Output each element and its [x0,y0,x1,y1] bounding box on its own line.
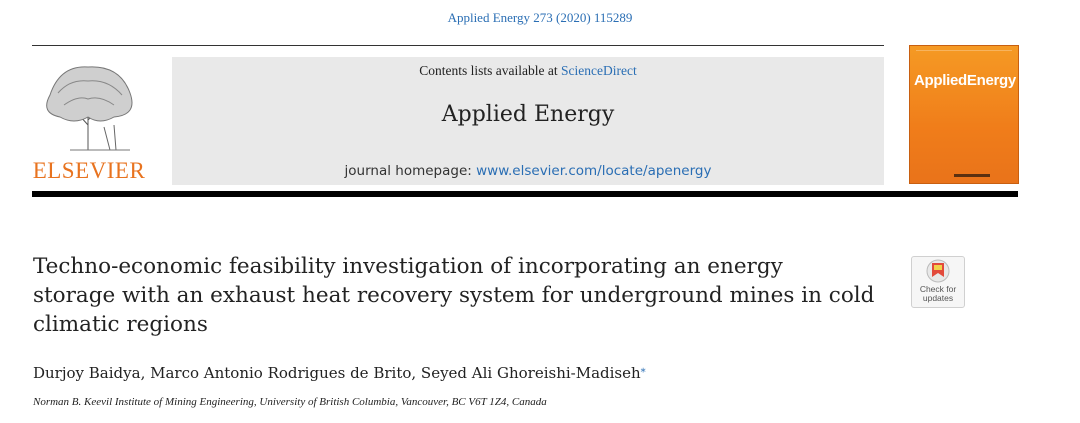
article-title-line-2: storage with an exhaust heat recovery system for underground mines in cold [33,283,875,308]
cover-barcode [954,174,990,177]
check-label-line-2: updates [922,293,954,303]
journal-title: Applied Energy [441,102,615,127]
article-title-line-1: Techno-economic feasibility investigation of incorporating an energy [33,254,783,279]
crossmark-icon [912,257,964,285]
cover-topbar [916,50,1012,55]
cover-title: AppliedEnergy [914,72,1016,89]
contents-line [172,63,884,79]
header-thick-rule [32,191,1018,197]
homepage-prefix: journal homepage: [344,163,477,179]
contents-prefix: Contents lists available at [419,63,561,78]
article-title [33,252,893,339]
tree-icon [30,55,148,155]
journal-masthead [172,57,884,185]
homepage-link[interactable]: www.elsevier.com/locate/apenergy [476,163,712,179]
journal-cover-thumbnail[interactable] [909,45,1019,184]
sciencedirect-link[interactable]: ScienceDirect [561,63,637,78]
author-names[interactable]: Durjoy Baidya, Marco Antonio Rodrigues de Brito, Seyed Ali Ghoreishi-Madiseh [33,364,641,382]
check-for-updates-label [912,285,964,303]
author-affiliation: Norman B. Keevil Institute of Mining Engineering, University of British Columbia, Vancouver, BC V6T 1Z4, Canada [33,396,547,408]
journal-citation[interactable]: Applied Energy 273 (2020) 115289 [447,10,633,25]
elsevier-wordmark: ELSEVIER [32,158,146,183]
journal-homepage [172,163,884,179]
header-rule [32,45,884,46]
corresponding-author-marker[interactable]: ⁎ [640,364,646,375]
check-for-updates-button[interactable] [911,256,965,308]
check-label-line-1: Check for [919,284,957,294]
author-list [33,364,646,382]
article-title-line-3: climatic regions [33,312,208,337]
